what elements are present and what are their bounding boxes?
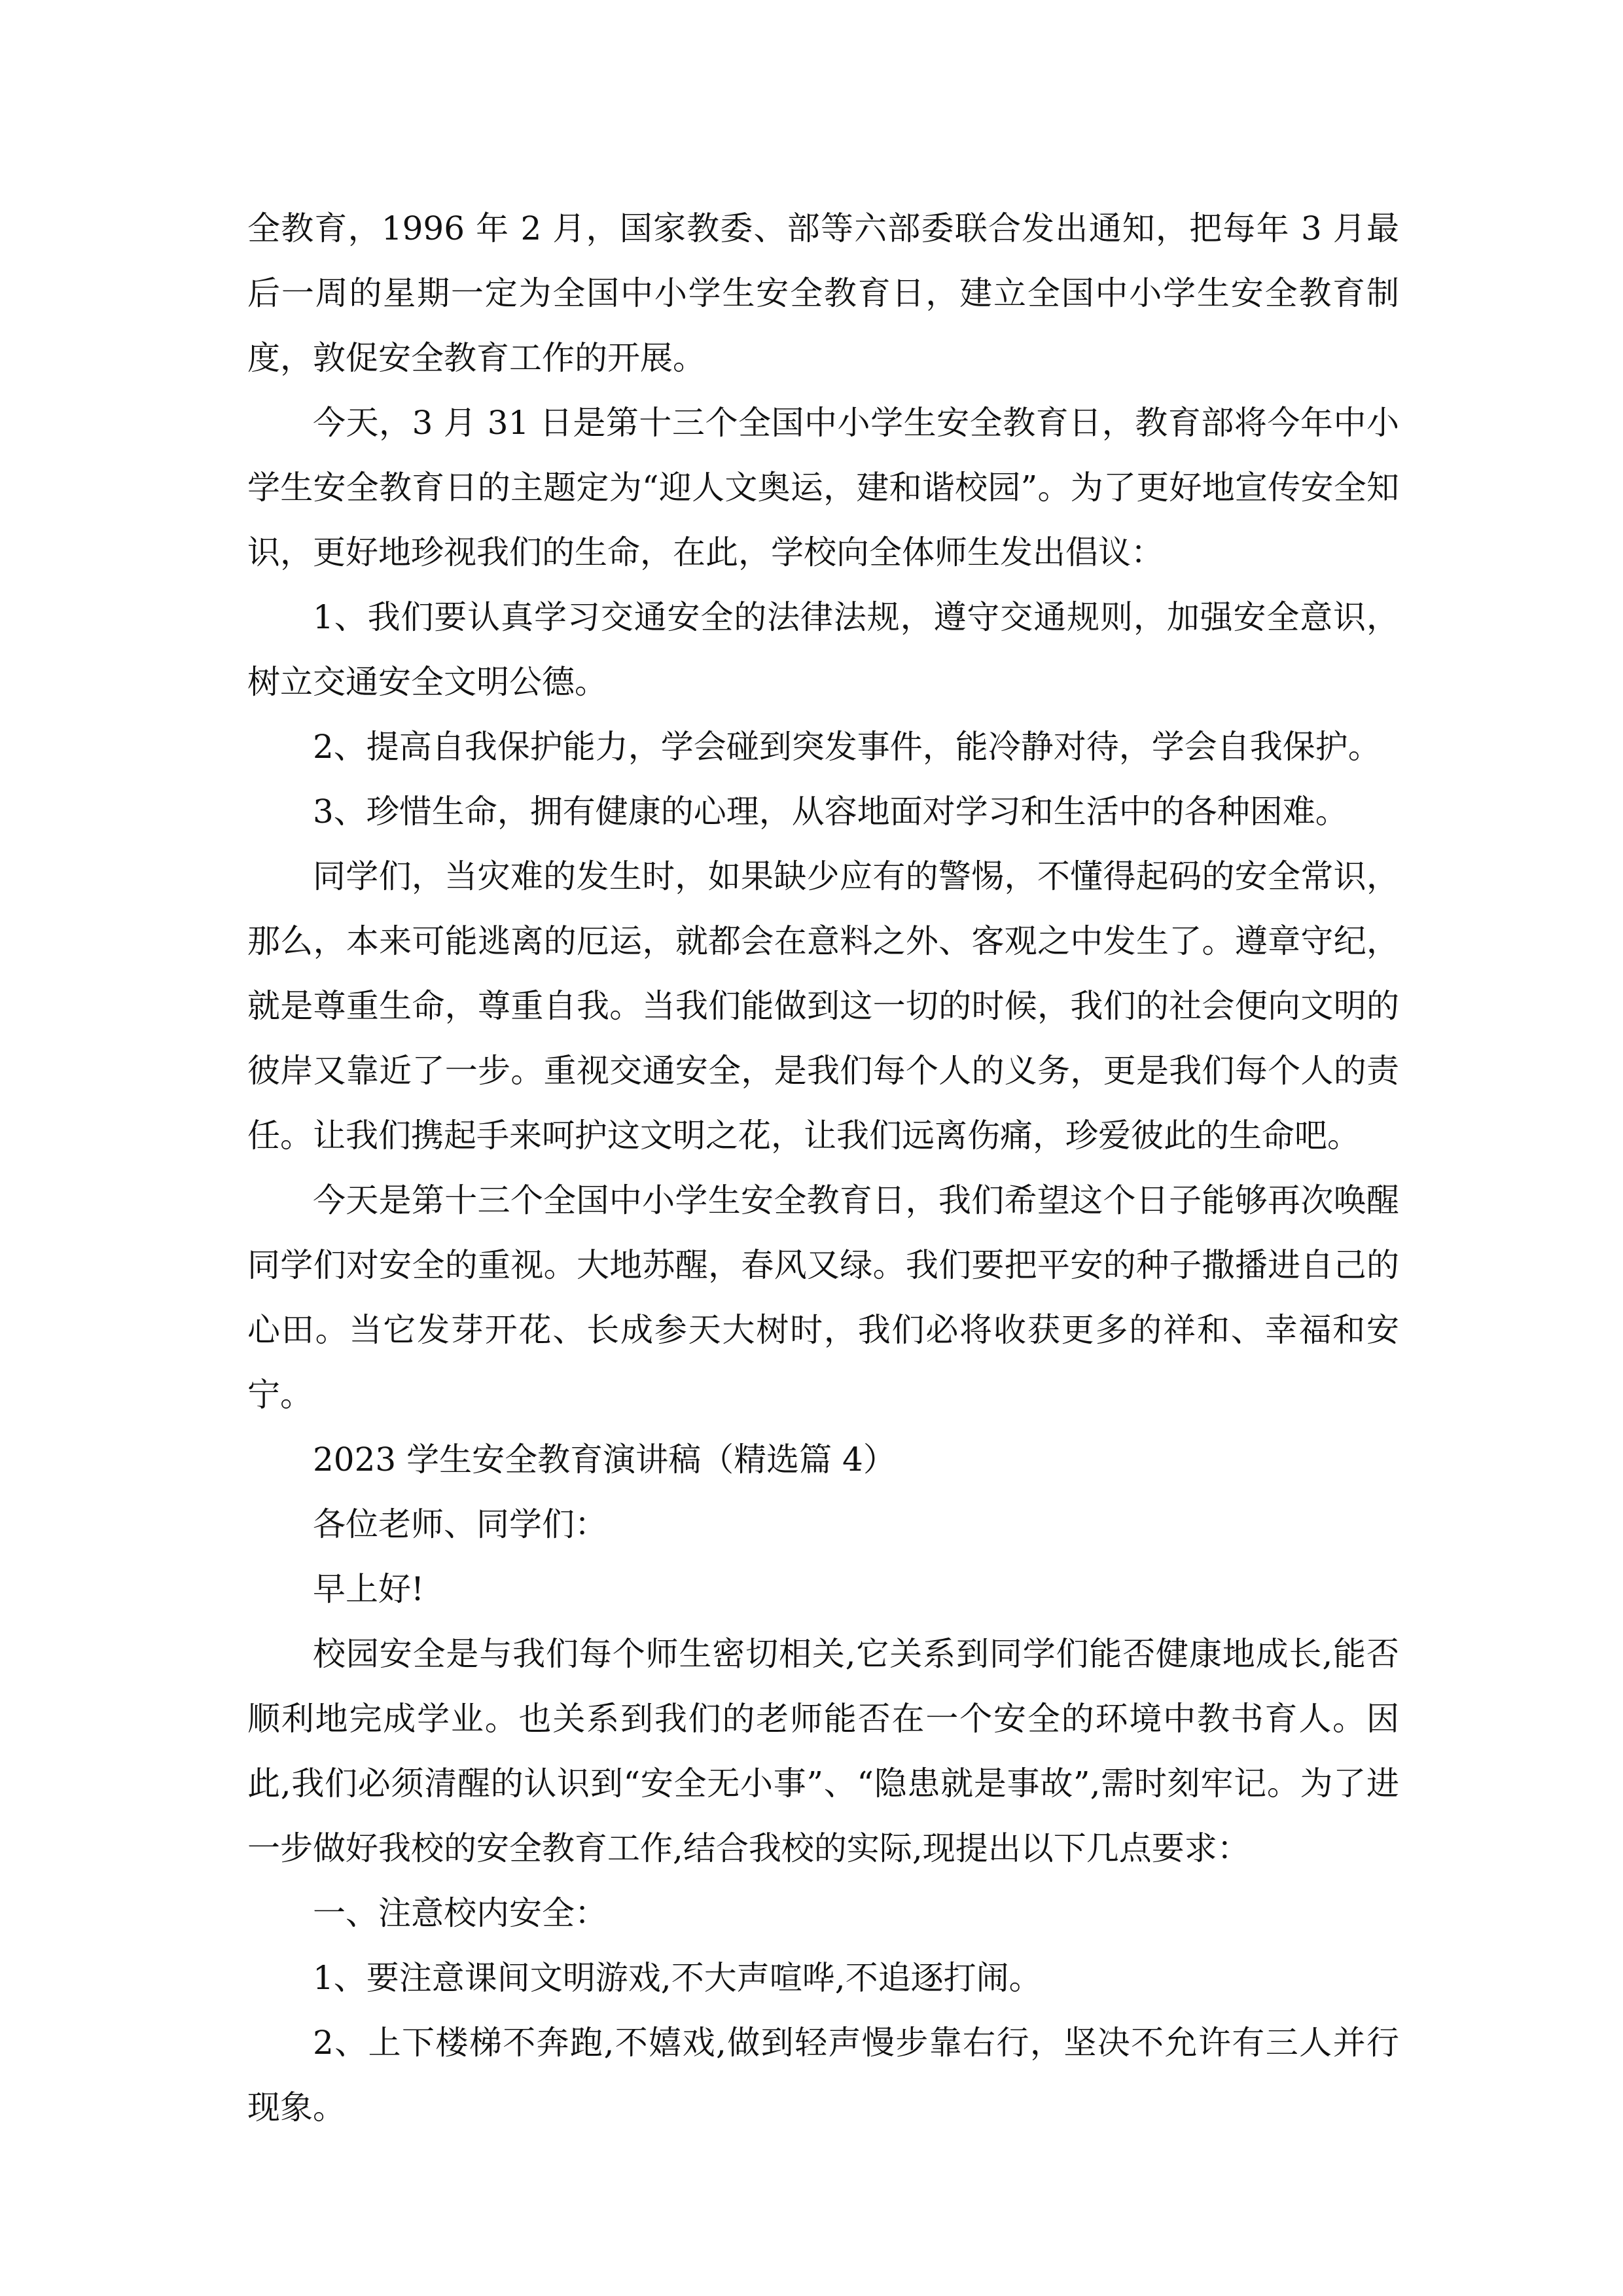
paragraph-continuation: 全教育，1996 年 2 月，国家教委、部等六部委联合发出通知，把每年 3 月最后一周的星期一定为全国中小学生安全教育日，建立全国中小学生安全教育制度，敦促安全教育工作的开展。 (247, 209, 1399, 377)
greeting: 早上好! (313, 1570, 425, 1608)
list-item: 2、上下楼梯不奔跑,不嬉戏,做到轻声慢步靠右行，坚决不允许有三人并行现象。 (247, 2024, 1399, 2126)
paragraph: 今天，3 月 31 日是第十三个全国中小学生安全教育日，教育部将今年中小学生安全教育日的主题定为“迎人文奥运，建和谐校园”。为了更好地宣传安全知识，更好地珍视我们的生命，在此，学校向全体师生发出倡议： (247, 404, 1399, 571)
body-text (247, 196, 1399, 2140)
list-item: 3、珍惜生命，拥有健康的心理，从容地面对学习和生活中的各种困难。 (313, 793, 1348, 831)
paragraph: 今天是第十三个全国中小学生安全教育日，我们希望这个日子能够再次唤醒同学们对安全的重视。大地苏醒，春风又绿。我们要把平安的种子撒播进自己的心田。当它发芽开花、长成参天大树时，我们必将收获更多的祥和、幸福和安宁。 (247, 1181, 1399, 1414)
section-title: 2023 学生安全教育演讲稿（精选篇 4） (313, 1441, 896, 1479)
list-item: 2、提高自我保护能力，学会碰到突发事件，能冷静对待，学会自我保护。 (313, 728, 1381, 766)
paragraph: 同学们，当灾难的发生时，如果缺少应有的警惕，不懂得起码的安全常识，那么，本来可能逃离的厄运，就都会在意料之外、客观之中发生了。遵章守纪，就是尊重生命，尊重自我。当我们能做到这一切的时候，我们的社会便向文明的彼岸又靠近了一步。重视交通安全，是我们每个人的义务，更是我们每个人的责任。让我们携起手来呵护这文明之花，让我们远离伤痛，珍爱彼此的生命吧。 (247, 857, 1399, 1155)
paragraph: 校园安全是与我们每个师生密切相关,它关系到同学们能否健康地成长,能否顺利地完成学业。也关系到我们的老师能否在一个安全的环境中教书育人。因此,我们必须清醒的认识到“安全无小事”、“隐患就是事故”,需时刻牢记。为了进一步做好我校的安全教育工作,结合我校的实际,现提出以下几点要求： (247, 1635, 1399, 1867)
subsection-heading: 一、注意校内安全： (313, 1894, 607, 1932)
list-item: 1、要注意课间文明游戏,不大声喧哗,不追逐打闹。 (313, 1959, 1042, 1997)
salutation: 各位老师、同学们： (313, 1505, 607, 1543)
list-item: 1、我们要认真学习交通安全的法律法规，遵守交通规则，加强安全意识，树立交通安全文明公德。 (247, 598, 1399, 701)
